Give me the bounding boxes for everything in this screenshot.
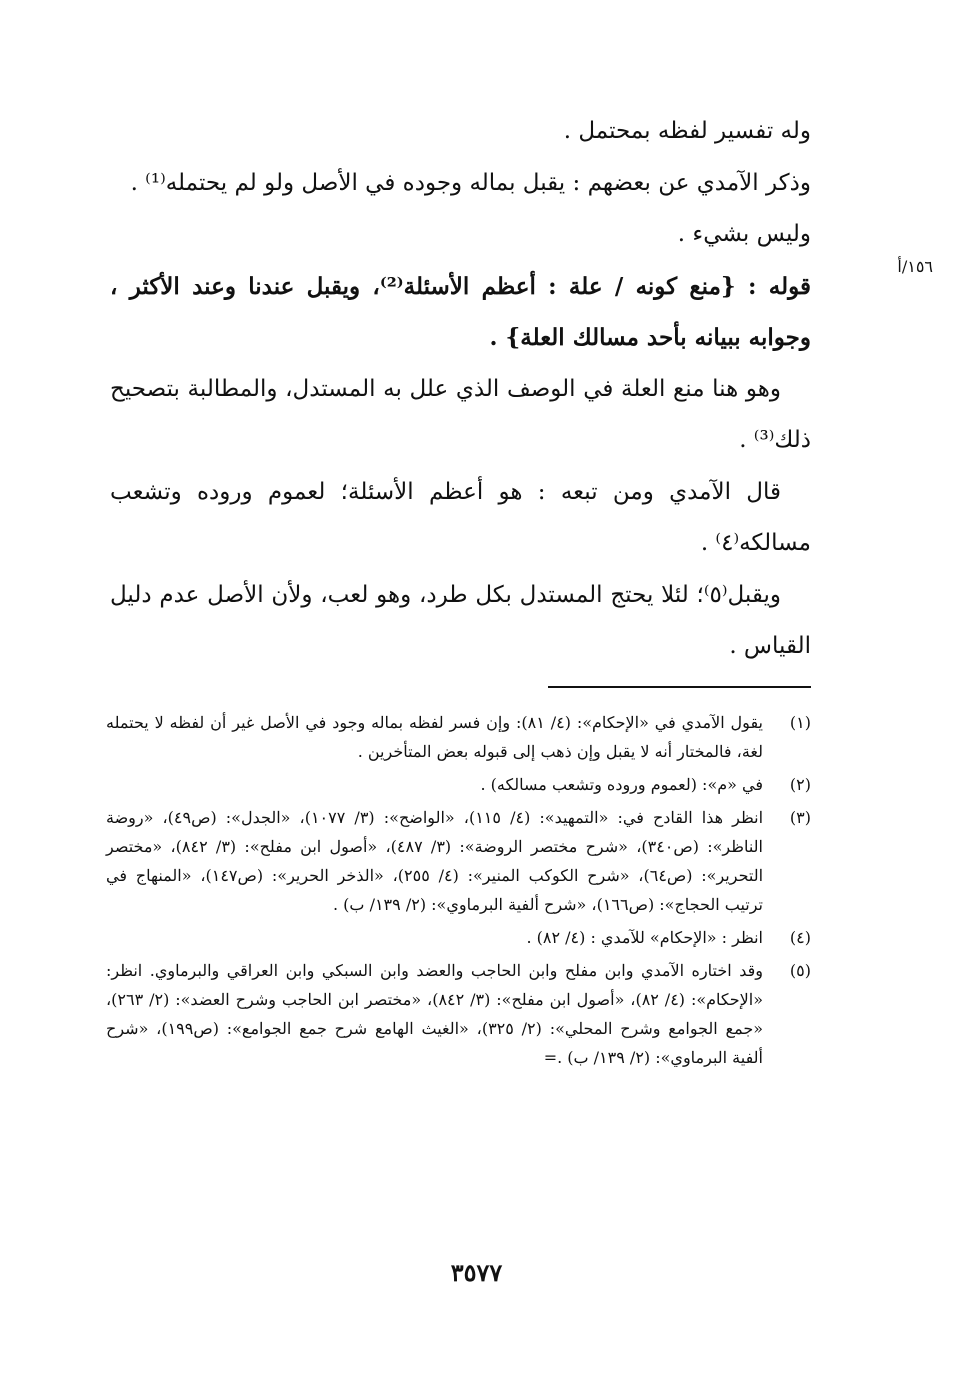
main-line-6: قال الآمدي ومن تبعه : هو أعظم الأسئلة؛ لعموم وروده وتشعب مسالكه⁽٤⁾ .: [110, 478, 811, 556]
footnote-text: انظر هذا القادح في: «التمهيد»: (٤/ ١١٥)، «الواضح»: (٣/ ١٠٧٧)، «الجدل»: (ص٤٩)، «روضة الناظر»: (ص٣٤٠)، «شرح مختصر الروضة»: (٣/ ٤٨٧)، «أصول ابن مفلح»: (٣/ ٨٤٢)، «مختصر التحرير»: (ص٦٤)، «شرح الكوكب المنير»: (٤/ ٢٥٥)، «الذخر الحرير»: (ص١٤٧)، «المنهاج في ترتيب الحجاج»: (ص١٦٦)، «شرح ألفية البرماوي»: (٢/ ١٣٩/ ب) .: [106, 808, 764, 914]
footnote-number: (١): [789, 713, 811, 732]
footnote-separator: [548, 686, 811, 688]
footnote-3: [106, 803, 811, 919]
main-line-4-bold: [110, 261, 811, 364]
footnote-number: (٢): [789, 775, 811, 794]
footnotes: [106, 708, 811, 1076]
margin-folio-note: ١٥٦/أ: [897, 257, 933, 276]
quote-text: قوله : {منع كونه / علة : أعظم الأسئلة⁽²⁾، ويقبل عندنا وعند الأكثر ، وجوابه ببيانه بأحد مسالك العلة} .: [110, 272, 811, 351]
main-line-1: وله تفسير لفظه بمحتمل .: [563, 118, 811, 144]
footnote-1: [106, 708, 811, 766]
footnote-text: وقد اختاره الآمدي وابن مفلح وابن الحاجب والعضد وابن السبكي وابن العراقي والبرماوي. انظر: «الإحكام»: (٤/ ٨٢)، «أصول ابن مفلح»: (٣/ ٨٤٢)، «مختصر ابن الحاجب وشرح العضد»: (٢/ ٢٦٣)، «جمع الجوامع وشرح المحلي»: (٢/ ٣٢٥)، «الغيث الهامع شرح جمع الجوامع»: (ص١٩٩)، «شرح ألفية البرماوي»: (٢/ ١٣٩/ ب) .=: [106, 961, 764, 1067]
main-text: [110, 106, 811, 673]
footnote-text: انظر : «الإحكام» للآمدي : (٤/ ٨٢) .: [526, 928, 763, 947]
footnote-number: (٤): [789, 928, 811, 947]
footnote-text: في «م»: (لعموم وروده وتشعب مسالكه) .: [480, 775, 763, 794]
main-line-5: وهو هنا منع العلة في الوصف الذي علل به المستدل، والمطالبة بتصحيح ذلك⁽³⁾ .: [110, 375, 811, 453]
footnote-5: [106, 956, 811, 1072]
page-number: ٣٥٧٧: [450, 1258, 503, 1287]
footnote-number: (٥): [789, 961, 811, 980]
main-line-2: وذكر الآمدي عن بعضهم : يقبل بماله وجوده في الأصل ولو لم يحتمله⁽¹⁾ .: [130, 169, 811, 196]
main-line-7: ويقبل⁽٥⁾؛ لئلا يحتج المستدل بكل طرد، وهو لعب، ولأن الأصل عدم دليل القياس .: [110, 581, 811, 659]
footnote-4: [106, 923, 811, 952]
main-line-3: وليس بشيء .: [677, 221, 811, 247]
footnote-2: [106, 770, 811, 799]
footnote-number: (٣): [789, 808, 811, 827]
footnote-text: يقول الآمدي في «الإحكام»: (٤/ ٨١): وإن فسر لفظه بماله وجود في الأصل غير أن لفظه لا يحتمله لغة، فالمختار أنه لا يقبل وإن ذهب إلى قبوله بعض المتأخرين .: [106, 713, 763, 761]
